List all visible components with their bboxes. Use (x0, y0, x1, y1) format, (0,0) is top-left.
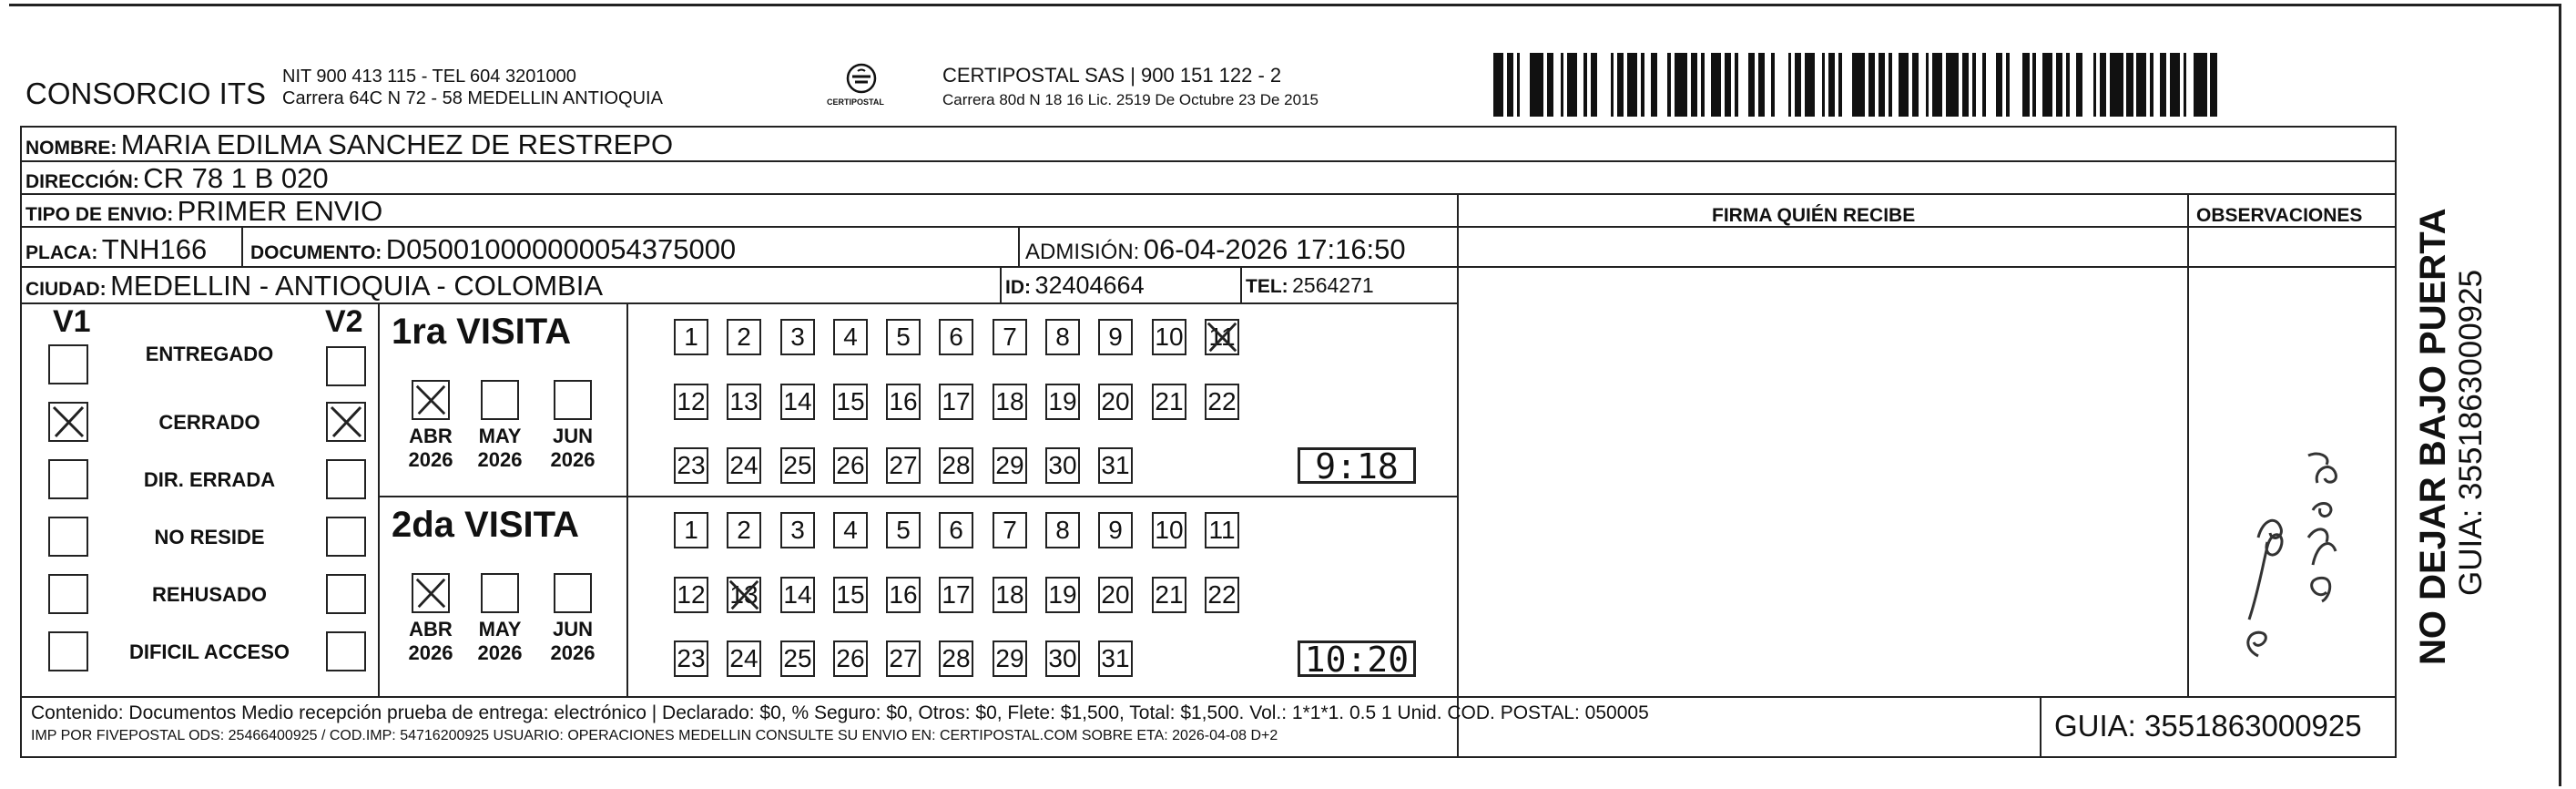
day-box[interactable]: 14 (780, 384, 815, 420)
company-name: CONSORCIO ITS (25, 77, 267, 110)
day-box[interactable]: 10 (1152, 512, 1186, 548)
barcode-bar (2010, 53, 2023, 117)
barcode-bar (2217, 53, 2221, 117)
barcode-bar (2153, 53, 2160, 117)
x-mark-icon (727, 577, 761, 613)
footer-guia: GUIA: 3551863000925 (2054, 709, 2362, 743)
month-year: 2026 (477, 448, 523, 471)
status-v1-checkbox[interactable] (48, 631, 88, 671)
month-label: ABR (409, 618, 453, 640)
month-checkbox[interactable] (481, 380, 519, 420)
barcode-bar (1946, 53, 1960, 117)
tel-label: TEL: (1246, 276, 1288, 297)
month-year: 2026 (408, 448, 453, 471)
barcode-bar (1520, 53, 1530, 117)
month-year: 2026 (477, 641, 523, 664)
v1-header: V1 (53, 304, 91, 339)
day-box[interactable]: 30 (1045, 640, 1080, 677)
day-number: 13 (729, 580, 759, 609)
barcode-bar (1828, 53, 1835, 117)
barcode-bar (1758, 53, 1765, 117)
barcode-bar (1892, 53, 1899, 117)
status-label: REHUSADO (152, 583, 267, 606)
barcode-bar (2100, 53, 2106, 117)
day-box[interactable]: 28 (939, 640, 973, 677)
day-box[interactable]: 31 (1098, 447, 1133, 484)
day-box[interactable]: 1 (674, 512, 708, 548)
day-box[interactable]: 18 (993, 384, 1027, 420)
barcode-bar (1868, 53, 1875, 117)
day-box[interactable]: 9 (1098, 319, 1133, 355)
status-v2-checkbox[interactable] (326, 402, 366, 442)
day-number: 11 (1208, 323, 1236, 351)
v2-header: V2 (325, 304, 363, 339)
day-box[interactable]: 19 (1045, 577, 1080, 613)
barcode-bar (2110, 53, 2123, 117)
barcode-bar (1617, 53, 1624, 117)
day-box[interactable]: 6 (939, 512, 973, 548)
barcode-bar (1879, 53, 1885, 117)
day-box[interactable]: 1 (674, 319, 708, 355)
company-nit: NIT 900 413 115 - TEL 604 3201000 (282, 67, 576, 87)
day-box[interactable]: 3 (780, 512, 815, 548)
barcode-bar (2056, 53, 2062, 117)
ciudad-value: MEDELLIN - ANTIOQUIA - COLOMBIA (110, 270, 603, 302)
direccion-value: CR 78 1 B 020 (143, 162, 329, 194)
month-year: 2026 (550, 641, 596, 664)
visit-title: 2da VISITA (392, 505, 579, 545)
day-box[interactable]: 16 (886, 577, 921, 613)
barcode-bar (1644, 53, 1651, 117)
month-label: JUN (552, 425, 593, 447)
status-label: NO RESIDE (154, 526, 265, 548)
carrier-name: CERTIPOSTAL SAS | 900 151 122 - 2 (942, 64, 1282, 87)
admision-value: 06-04-2026 17:16:50 (1143, 233, 1406, 265)
status-v1-checkbox[interactable] (48, 459, 88, 499)
status-v2-checkbox[interactable] (326, 631, 366, 671)
observaciones-header: OBSERVACIONES (2196, 205, 2363, 226)
day-box[interactable]: 6 (939, 319, 973, 355)
barcode-bar (1912, 53, 1919, 117)
day-box[interactable]: 14 (780, 577, 815, 613)
barcode-bar (1962, 53, 1969, 117)
status-v2-checkbox[interactable] (326, 346, 366, 386)
visit-title: 1ra VISITA (392, 312, 572, 352)
month-label-group (541, 618, 605, 665)
barcode-bar (2170, 53, 2180, 117)
status-v1-checkbox[interactable] (48, 517, 88, 557)
month-checkbox[interactable] (554, 380, 592, 420)
barcode-bar (1675, 53, 1688, 117)
status-label: DIFICIL ACCESO (128, 640, 290, 663)
firma-header: FIRMA QUIÉN RECIBE (1712, 205, 1916, 226)
barcode-bar (1627, 53, 1637, 117)
day-box[interactable]: 5 (886, 512, 921, 548)
status-label: ENTREGADO (145, 343, 274, 365)
barcode-bar (2076, 53, 2082, 117)
footer-imp: IMP POR FIVEPOSTAL ODS: 25466400925 / COD.IMP: 54716200925 USUARIO: OPERACIONES MEDELLIN CONSULTE SU ENVIO EN: CERTIPOSTAL.COM SOBRE ETA: 2026-04-08 D+2 (31, 728, 1278, 743)
day-box[interactable]: 12 (674, 577, 708, 613)
status-v2-checkbox[interactable] (326, 459, 366, 499)
barcode-bar (1725, 53, 1731, 117)
visit-time: 10:20 (1298, 640, 1416, 677)
day-box[interactable]: 25 (780, 447, 815, 484)
x-mark-icon (413, 575, 448, 611)
handwritten-signature-icon (2222, 383, 2377, 674)
no-dejar-bajo-puerta: NO DEJAR BAJO PUERTA (2413, 208, 2453, 665)
month-year: 2026 (550, 448, 596, 471)
barcode-bar (1795, 53, 1801, 117)
day-box[interactable]: 17 (939, 384, 973, 420)
tipo-envio-label: TIPO DE ENVIO: (25, 204, 174, 225)
status-label: DIR. ERRADA (143, 468, 276, 491)
day-box[interactable]: 2 (727, 512, 761, 548)
day-box[interactable]: 8 (1045, 512, 1080, 548)
day-box[interactable]: 16 (886, 384, 921, 420)
admision-label: ADMISIÓN: (1025, 240, 1140, 264)
day-box[interactable]: 7 (993, 319, 1027, 355)
barcode-bar (2194, 53, 2207, 117)
day-box[interactable]: 18 (993, 577, 1027, 613)
barcode-bar (2082, 53, 2092, 117)
day-box[interactable] (1205, 319, 1239, 355)
month-label-group (399, 618, 463, 665)
day-box[interactable]: 21 (1152, 384, 1186, 420)
barcode-bar (2136, 53, 2146, 117)
barcode-icon (1493, 53, 2222, 117)
day-box[interactable]: 27 (886, 447, 921, 484)
day-box[interactable]: 3 (780, 319, 815, 355)
status-v1-checkbox[interactable] (48, 402, 88, 442)
day-box[interactable]: 12 (674, 384, 708, 420)
barcode-bar (1919, 53, 1925, 117)
month-label: MAY (478, 425, 522, 447)
day-box[interactable]: 15 (833, 577, 868, 613)
month-label-group (468, 618, 532, 665)
month-checkbox[interactable] (554, 573, 592, 613)
barcode-bar (2042, 53, 2052, 117)
nombre-label: NOMBRE: (25, 138, 117, 159)
barcode-bar (1651, 53, 1657, 117)
month-label: ABR (409, 425, 453, 447)
barcode-bar (1705, 53, 1711, 117)
x-mark-icon (1205, 319, 1239, 364)
x-mark-icon (1205, 319, 1239, 355)
day-box[interactable]: 22 (1205, 384, 1239, 420)
ciudad-label: CIUDAD: (25, 279, 107, 300)
day-box[interactable]: 4 (833, 512, 868, 548)
day-box[interactable]: 22 (1205, 577, 1239, 613)
day-box[interactable]: 4 (833, 319, 868, 355)
day-box[interactable]: 20 (1098, 577, 1133, 613)
day-box[interactable]: 17 (939, 577, 973, 613)
x-mark-icon (413, 382, 448, 418)
placa-value: TNH166 (101, 233, 208, 265)
nombre-value: MARIA EDILMA SANCHEZ DE RESTREPO (120, 128, 674, 160)
carrier-license: Carrera 80d N 18 16 Lic. 2519 De Octubre 23 De 2015 (942, 91, 1319, 108)
day-box[interactable]: 10 (1152, 319, 1186, 355)
visit-time: 9:18 (1298, 447, 1416, 484)
barcode-bar (1765, 53, 1771, 117)
barcode-bar (1815, 53, 1821, 117)
barcode-bar (2070, 53, 2076, 117)
day-box[interactable]: 15 (833, 384, 868, 420)
day-box[interactable]: 7 (993, 512, 1027, 548)
day-box[interactable]: 31 (1098, 640, 1133, 677)
barcode-bar (2210, 53, 2216, 117)
barcode-bar (1976, 53, 1982, 117)
barcode-bar (1748, 53, 1755, 117)
day-box[interactable]: 29 (993, 447, 1027, 484)
barcode-bar (1507, 53, 1513, 117)
barcode-bar (1567, 53, 1577, 117)
barcode-bar (1553, 53, 1560, 117)
footer-content: Contenido: Documentos Medio recepción prueba de entrega: electrónico | Declarado: $0, % Seguro: $0, Otros: $0, Flete: $1,500, Total: $1,500. Vol.: 1*1*1. 0.5 1 Unid. COD. POSTAL: 050005 (31, 702, 1649, 723)
barcode-bar (1530, 53, 1543, 117)
barcode-bar (1852, 53, 1866, 117)
barcode-bar (1591, 53, 1597, 117)
documento-value: D050010000000054375000 (385, 233, 737, 265)
day-box[interactable]: 30 (1045, 447, 1080, 484)
day-box[interactable]: 28 (939, 447, 973, 484)
barcode-bar (2186, 53, 2193, 117)
day-box[interactable]: 9 (1098, 512, 1133, 548)
tipo-envio-value: PRIMER ENVIO (177, 195, 383, 227)
day-box[interactable]: 24 (727, 447, 761, 484)
month-checkbox[interactable] (481, 573, 519, 613)
barcode-bar (2126, 53, 2133, 117)
month-checkbox[interactable] (412, 573, 450, 613)
day-box[interactable]: 25 (780, 640, 815, 677)
x-mark-icon (328, 404, 364, 440)
day-box[interactable] (727, 577, 761, 613)
status-v1-checkbox[interactable] (48, 574, 88, 614)
month-label-group (468, 425, 532, 472)
certipostal-logo-icon (825, 62, 898, 117)
barcode-bar (1657, 53, 1667, 117)
month-label: JUN (552, 618, 593, 640)
id-label: ID: (1005, 277, 1031, 298)
barcode-bar (1597, 53, 1611, 117)
day-box[interactable]: 20 (1098, 384, 1133, 420)
month-year: 2026 (408, 641, 453, 664)
day-box[interactable]: 26 (833, 640, 868, 677)
day-box[interactable]: 23 (674, 640, 708, 677)
x-mark-icon (50, 404, 87, 440)
day-box[interactable]: 26 (833, 447, 868, 484)
status-v2-checkbox[interactable] (326, 574, 366, 614)
tel-value: 2564271 (1292, 273, 1374, 297)
barcode-bar (1996, 53, 2002, 117)
id-value: 32404664 (1034, 272, 1145, 299)
barcode-bar (2160, 53, 2166, 117)
month-checkbox[interactable] (412, 380, 450, 420)
status-v1-checkbox[interactable] (48, 344, 88, 384)
month-label-group (399, 425, 463, 472)
day-box[interactable]: 29 (993, 640, 1027, 677)
barcode-bar (1899, 53, 1909, 117)
month-label: MAY (478, 618, 522, 640)
barcode-bar (1738, 53, 1748, 117)
documento-label: DOCUMENTO: (250, 242, 382, 263)
placa-label: PLACA: (25, 242, 98, 263)
day-box[interactable]: 8 (1045, 319, 1080, 355)
barcode-bar (1691, 53, 1697, 117)
day-box[interactable]: 11 (1205, 512, 1239, 548)
day-box[interactable]: 27 (886, 640, 921, 677)
day-box[interactable]: 21 (1152, 577, 1186, 613)
status-label: CERRADO (158, 411, 260, 434)
side-guia: GUIA: 3551863000925 (2453, 269, 2489, 596)
direccion-label: DIRECCIÓN: (25, 171, 139, 192)
logo-text: CERTIPOSTAL (827, 97, 884, 107)
day-box[interactable]: 23 (674, 447, 708, 484)
barcode-bar (1775, 53, 1788, 117)
day-box[interactable]: 13 (727, 384, 761, 420)
barcode-bar (2036, 53, 2042, 117)
barcode-bar (1932, 53, 1942, 117)
barcode-bar (1493, 53, 1503, 117)
barcode-bar (1577, 53, 1583, 117)
barcode-bar (1805, 53, 1815, 117)
day-box[interactable]: 5 (886, 319, 921, 355)
barcode-bar (1711, 53, 1721, 117)
company-address: Carrera 64C N 72 - 58 MEDELLIN ANTIOQUIA (282, 88, 663, 108)
day-box[interactable]: 19 (1045, 384, 1080, 420)
barcode-bar (1842, 53, 1852, 117)
barcode-bar (2022, 53, 2029, 117)
x-mark-icon (727, 577, 761, 621)
month-label-group (541, 425, 605, 472)
status-v2-checkbox[interactable] (326, 517, 366, 557)
day-box[interactable]: 24 (727, 640, 761, 677)
barcode-bar (1986, 53, 1996, 117)
barcode-bar (1547, 53, 1553, 117)
day-box[interactable]: 2 (727, 319, 761, 355)
